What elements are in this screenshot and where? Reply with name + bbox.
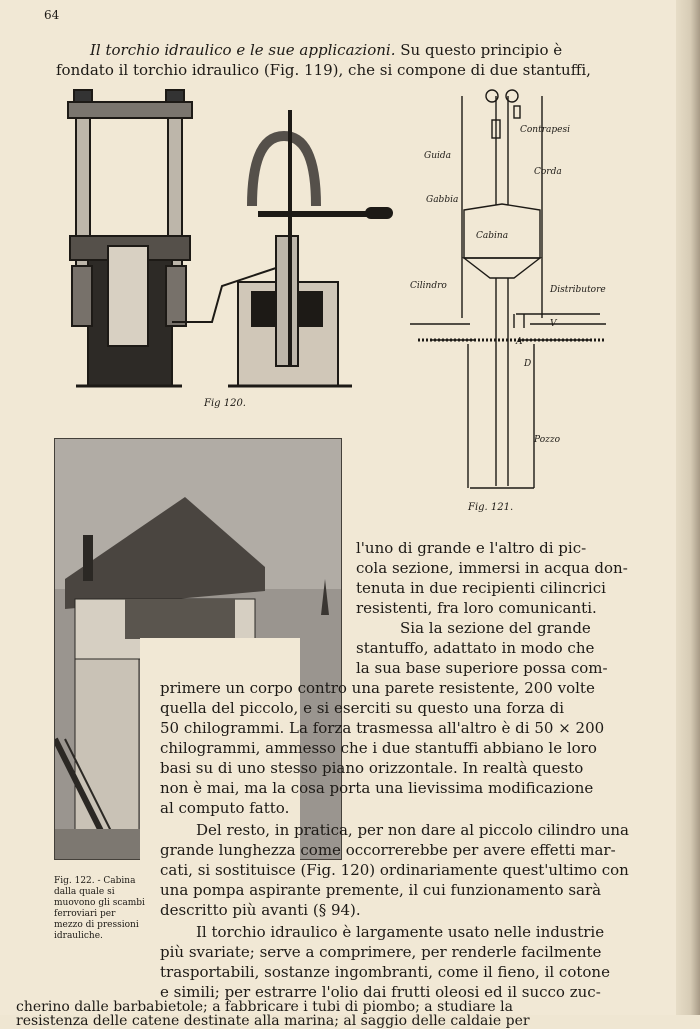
section-heading: Il torchio idraulico e le sue applicazioni.: [90, 41, 396, 59]
line-6: resistenti, fra loro comunicanti.: [356, 599, 597, 617]
fig121-label-cilindro: Cilindro: [410, 281, 447, 291]
line-15: non è mai, ma la cosa porta una lievissima modificazione: [160, 779, 594, 797]
line-26: cherino dalle barbabietole; a fabbricare i tubi di piombo; a studiare la: [16, 999, 513, 1015]
line-2: fondato il torchio idraulico (Fig. 119), che si compone di due stantuffi,: [56, 61, 591, 79]
line-25: e simili; per estrarre l'olio dai frutti oleosi ed il succo zuc-: [160, 983, 601, 1001]
line-5: tenuta in due recipienti cilincrici: [356, 579, 606, 597]
line-12: 50 chilogrammi. La forza trasmessa all'altro è di 50 × 200: [160, 719, 605, 737]
line-14: basi su di uno stesso piano orizzontale. In realtà questo: [160, 759, 584, 777]
fig122-caption: Fig. 122. - Cabina dalla quale si muovono gli scambi ferroviari per mezzo di pressioni idrauliche.: [54, 876, 145, 941]
line-13: chilogrammi, ammesso che i due stantuffi abbiano le loro: [160, 739, 597, 757]
line-21: descritto più avanti (§ 94).: [160, 901, 361, 919]
line-9: la sua base superiore possa com-: [356, 659, 608, 677]
line-7: Sia la sezione del grande: [400, 619, 591, 637]
line-18: grande lunghezza come occorrerebbe per avere effetti mar-: [160, 841, 616, 859]
fig120-hydraulic-press-illustration: [62, 86, 396, 396]
page-number: 64: [44, 8, 60, 22]
fig121-label-contrapesi: Contrapesi: [520, 125, 570, 135]
line-20: una pompa aspirante premente, il cui funzionamento sarà: [160, 881, 602, 899]
line-16: al computo fatto.: [160, 799, 290, 817]
fig121-label-gabbia: Gabbia: [426, 195, 459, 205]
fig121-label-d: D: [524, 359, 532, 369]
line-11: quella del piccolo, e si eserciti su questo una forza di: [160, 699, 564, 717]
line-27: resistenza delle catene destinate alla marina; al saggio delle caldaie per: [16, 1013, 530, 1029]
line-3: l'uno di grande e l'altro di pic-: [356, 539, 587, 557]
line-1: Il torchio idraulico e le sue applicazioni. Su questo principio è: [90, 41, 563, 59]
fig121-label-distributore: Distributore: [550, 285, 606, 295]
line-23: più svariate; serve a comprimere, per renderle facilmente: [160, 943, 602, 961]
line-10: primere un corpo contro una parete resistente, 200 volte: [160, 679, 595, 697]
line-22: Il torchio idraulico è largamente usato nelle industrie: [196, 923, 605, 941]
fig121-label-corda: Corda: [534, 167, 562, 177]
line-4: cola sezione, immersi in acqua don-: [356, 559, 628, 577]
fig121-label-v: V: [550, 319, 557, 329]
line-8: stantuffo, adattato in modo che: [356, 639, 595, 657]
fig121-elevator-diagram: [410, 88, 610, 490]
line-24: trasportabili, sostanze ingombranti, come il fieno, il cotone: [160, 963, 610, 981]
page-edge-shadow: [676, 0, 700, 1015]
fig120-caption: Fig 120.: [204, 398, 246, 409]
fig121-label-cabina: Cabina: [476, 231, 509, 241]
fig121-label-guida: Guida: [424, 151, 451, 161]
fig121-label-pozzo: Pozzo: [534, 435, 561, 445]
fig121-caption: Fig. 121.: [468, 502, 514, 513]
line-19: cati, si sostituisce (Fig. 120) ordinariamente quest'ultimo con: [160, 861, 629, 879]
fig121-label-a: A: [516, 337, 523, 347]
line-17: Del resto, in pratica, per non dare al piccolo cilindro una: [196, 821, 629, 839]
